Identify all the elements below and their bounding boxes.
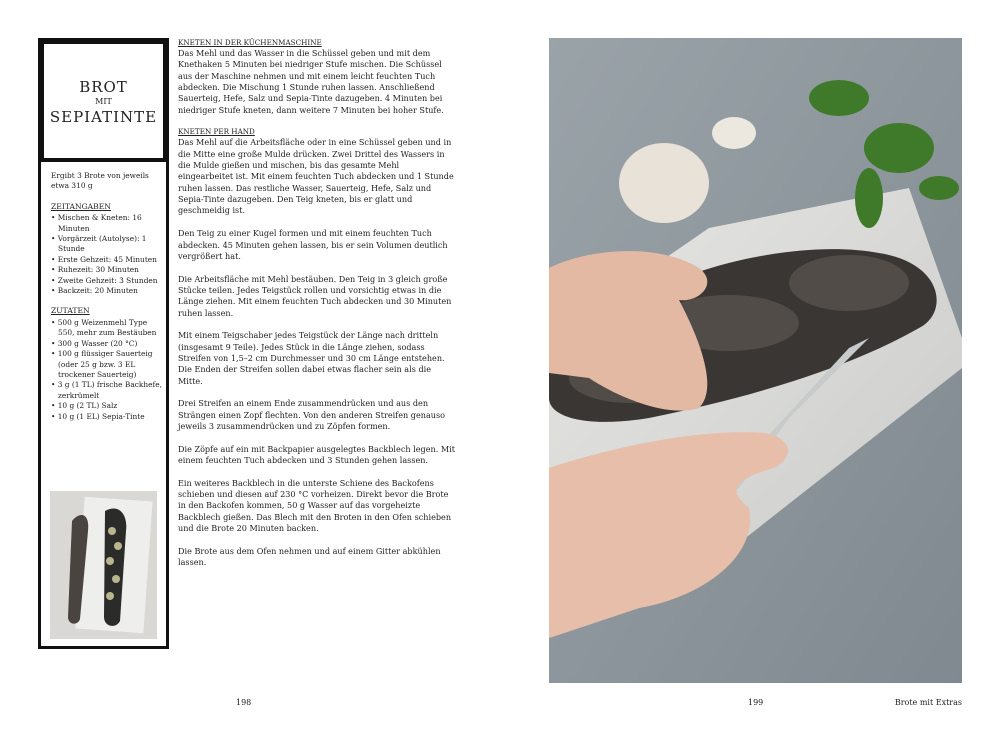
list-item: • 300 g Wasser (20 °C) xyxy=(51,339,163,349)
list-item: • 10 g (2 TL) Salz xyxy=(51,401,163,411)
paragraph: Die Brote aus dem Ofen nehmen und auf einem Gitter abkühlen lassen. xyxy=(178,545,441,568)
recipe-title xyxy=(41,41,166,162)
paragraph: Das Mehl und das Wasser in die Schüssel geben und mit dem Knethaken 5 Minuten bei niedriger Stufe mischen. Die Schüssel aus der Maschine nehmen und mit einem leicht feuchten Tuch abdecken. Die Mischung 1 Stunde ruhen lassen. Anschließend Sauerteig, Hefe, Salz und Sepia-Tinte dazugeben. 4 Minuten bei niedriger Stufe kneten, dann weitere 7 Minuten bei hoher Stufe. xyxy=(178,48,444,115)
title-line: BROT xyxy=(79,78,128,96)
list-item: • 10 g (1 EL) Sepia-Tinte xyxy=(51,412,163,422)
list-item: • Backzeit: 20 Minuten xyxy=(51,286,163,296)
bread-cutting-photo xyxy=(549,38,962,683)
times-heading: ZEITANGABEN xyxy=(51,201,111,211)
ingredients-heading: ZUTATEN xyxy=(51,306,90,316)
paragraph: Ein weiteres Backblech in die unterste Schiene des Backofens schieben und diesen auf 230 °C vorheizen. Direkt bevor die Brote in den Backofen kommen, 50 g Wasser auf das vorgeheizte Backblech gießen. Das Blech mit den Broten in den Ofen schieben und die Brote 20 Minuten backen. xyxy=(178,477,452,534)
bread-thumbnail-image xyxy=(50,491,157,639)
times-list xyxy=(51,213,163,296)
page-number-right: 199 xyxy=(748,698,764,707)
title-line: MIT xyxy=(95,97,112,106)
paragraph: Den Teig zu einer Kugel formen und mit einem feuchten Tuch abdecken. 45 Minuten gehen lassen, bis er sein Volumen deutlich vergrößert hat. xyxy=(178,228,448,261)
paragraph: Mit einem Teigschaber jedes Teigstück der Länge nach dritteln (insgesamt 9 Teile). Jedes Stück in die Länge ziehen, sodass Streifen von 1,5–2 cm Durchmesser und 30 cm Länge entstehen. Die Enden der Streifen sollen dabei etwas flacher sein als die Mitte. xyxy=(178,330,445,386)
ingredients-list xyxy=(51,318,163,422)
paragraph: Drei Streifen an einem Ende zusammendrücken und aus den Strängen einen Zopf flechten. Von den anderen Streifen genauso jeweils 3 zusammendrücken und zu Zöpfen formen. xyxy=(178,398,446,431)
paragraph: Das Mehl auf die Arbeitsfläche oder in eine Schüssel geben und in die Mitte eine große Mulde drücken. Zwei Drittel des Wassers in die Mulde gießen und mischen, bis das gesamte Mehl eingearbeitet ist. Mit einem feuchten Tuch abdecken und 1 Stunde ruhen lassen. Das restliche Wasser, Sauerteig, Hefe, Salz und Sepia-Tinte dazugeben. Den Teig kneten, bis er glatt und geschmeidig ist. xyxy=(178,137,454,216)
list-item: • 500 g Weizenmehl Type 550, mehr zum Bestäuben xyxy=(51,318,163,339)
page-number-left: 198 xyxy=(236,698,252,707)
recipe-sidebar xyxy=(38,38,169,649)
paragraph: Die Zöpfe auf ein mit Backpapier ausgelegtes Backblech legen. Mit einem feuchten Tuch abdecken und 3 Stunden gehen lassen. xyxy=(178,443,455,466)
list-item: • Erste Gehzeit: 45 Minuten xyxy=(51,255,163,265)
yield-text: Ergibt 3 Brote von jeweils etwa 310 g xyxy=(51,171,149,191)
section-heading: KNETEN PER HAND xyxy=(178,127,255,137)
section-heading: KNETEN IN DER KÜCHENMASCHINE xyxy=(178,38,322,47)
list-item: • Zweite Gehzeit: 3 Stunden xyxy=(51,276,163,286)
title-line: SEPIATINTE xyxy=(49,108,158,126)
paragraph: Die Arbeitsfläche mit Mehl bestäuben. Den Teig in 3 gleich große Stücke teilen. Jedes Teigstück rollen und vorsichtig etwas in die Länge ziehen. Mit einem feuchten Tuch abdecken und 30 Minuten ruhen lassen. xyxy=(178,273,452,318)
list-item: • Vorgärzeit (Autolyse): 1 Stunde xyxy=(51,234,163,255)
recipe-instructions xyxy=(178,38,456,580)
list-item: • Ruhezeit: 30 Minuten xyxy=(51,265,163,275)
list-item: • 3 g (1 TL) frische Backhefe, zerkrümelt xyxy=(51,380,163,401)
list-item: • 100 g flüssiger Sauerteig (oder 25 g bzw. 3 EL trockener Sauerteig) xyxy=(51,349,163,380)
section-name: Brote mit Extras xyxy=(894,698,962,707)
list-item: • Mischen & Kneten: 16 Minuten xyxy=(51,213,163,234)
